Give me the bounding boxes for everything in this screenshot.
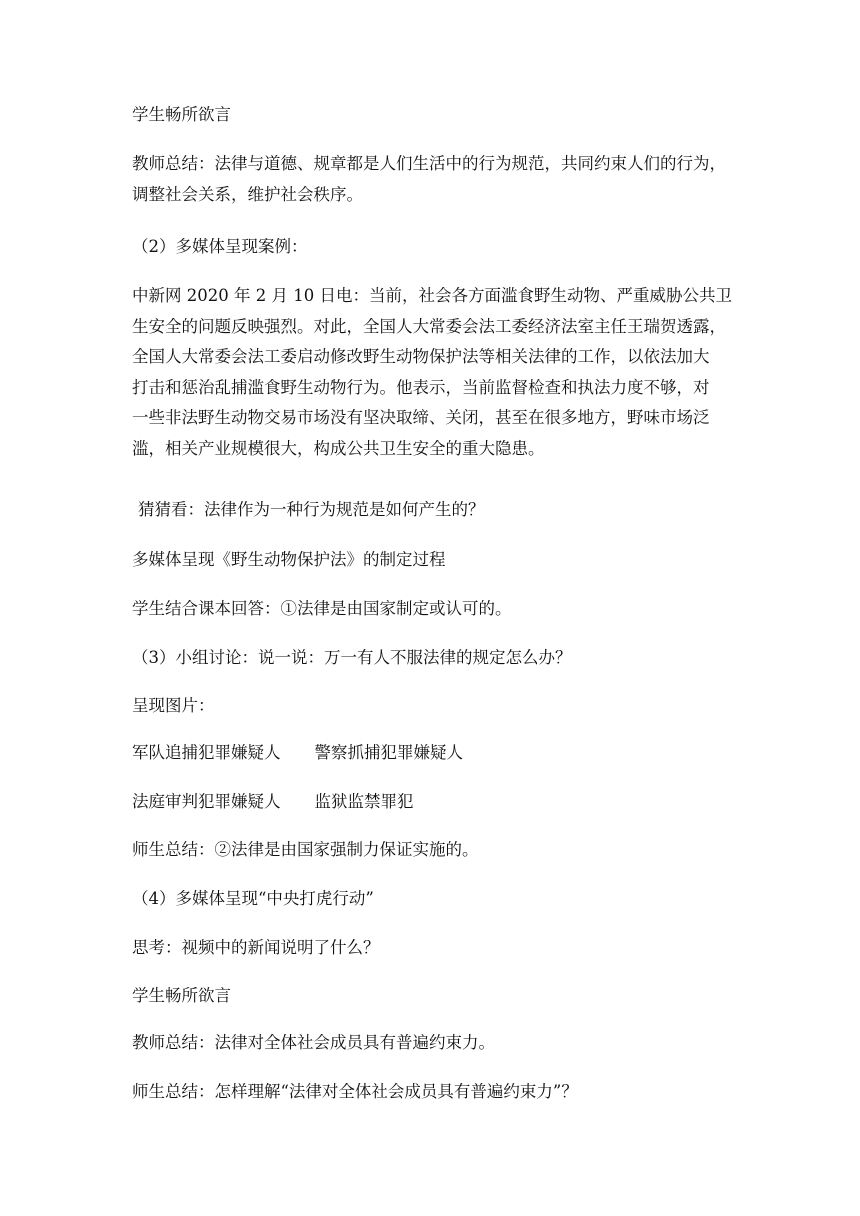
paragraph-line: 教师总结：法律与道德、规章都是人们生活中的行为规范，共同约束人们的行为， bbox=[132, 154, 726, 173]
paragraph-multimedia-case: （2）多媒体呈现案例： bbox=[132, 237, 308, 256]
picture-caption: 军队追捕犯罪嫌疑人 bbox=[132, 743, 281, 762]
paragraph-line: 滥，相关产业规模很大，构成公共卫生安全的重大隐患。 bbox=[132, 438, 545, 458]
paragraph-line: 生安全的问题反映强烈。对此，全国人大常委会法工委经济法室主任王瑞贺透露， bbox=[132, 316, 726, 336]
paragraph-teacher-summary-2: 教师总结：法律对全体社会成员具有普遍约束力。 bbox=[132, 1033, 495, 1052]
paragraph-group-discussion: （3）小组讨论：说一说：万一有人不服法律的规定怎么办？ bbox=[132, 648, 572, 667]
picture-caption: 监狱监禁罪犯 bbox=[314, 792, 414, 811]
paragraph-think: 思考：视频中的新闻说明了什么？ bbox=[132, 938, 380, 957]
paragraph-line: 中新网 2020 年 2 月 10 日电：当前，社会各方面滥食野生动物、严重威胁公共卫 bbox=[132, 286, 732, 305]
picture-caption: 警察抓捕犯罪嫌疑人 bbox=[314, 743, 463, 762]
paragraph-news-case bbox=[132, 281, 752, 464]
picture-caption: 法庭审判犯罪嫌疑人 bbox=[132, 792, 281, 811]
paragraph-line: 调整社会关系，维护社会秩序。 bbox=[132, 184, 363, 204]
paragraph-student-speak: 学生畅所欲言 bbox=[132, 105, 231, 124]
paragraph-guess: 猜猜看：法律作为一种行为规范是如何产生的？ bbox=[138, 500, 485, 519]
paragraph-line: 打击和惩治乱捕滥食野生动物行为。他表示，当前监督检查和执法力度不够，对 bbox=[132, 377, 710, 397]
paragraph-teacher-summary bbox=[132, 149, 752, 210]
paragraph-summary-coercion: 师生总结：②法律是由国家强制力保证实施的。 bbox=[132, 840, 479, 859]
paragraph-line: 全国人大常委会法工委启动修改野生动物保护法等相关法律的工作，以依法加大 bbox=[132, 347, 710, 366]
paragraph-tiger-campaign: （4）多媒体呈现“中央打虎行动” bbox=[132, 889, 374, 908]
paragraph-law-making-process: 多媒体呈现《野生动物保护法》的制定过程 bbox=[132, 550, 446, 569]
paragraph-student-speak-2: 学生畅所欲言 bbox=[132, 986, 231, 1005]
paragraph-picture-row-1 bbox=[132, 741, 752, 764]
paragraph-summary-question: 师生总结：怎样理解“法律对全体社会成员具有普遍约束力”？ bbox=[132, 1082, 578, 1101]
paragraph-picture-row-2 bbox=[132, 790, 752, 813]
paragraph-show-pictures: 呈现图片： bbox=[132, 696, 215, 715]
paragraph-line: 一些非法野生动物交易市场没有坚决取缔、关闭，甚至在很多地方，野味市场泛 bbox=[132, 408, 710, 427]
paragraph-student-answer-1: 学生结合课本回答：①法律是由国家制定或认可的。 bbox=[132, 599, 512, 618]
